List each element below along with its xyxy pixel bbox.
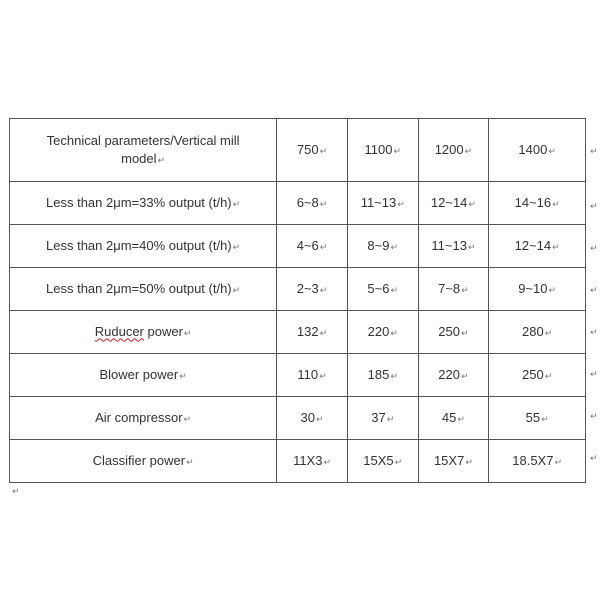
paragraph-mark: ↵: [390, 370, 398, 381]
paragraph-mark: ↵: [390, 284, 399, 295]
table-cell: [347, 440, 418, 483]
table-cell: [489, 268, 586, 311]
paragraph-mark: ↵: [319, 284, 328, 295]
row-label: [10, 354, 277, 397]
table-cell: [277, 354, 348, 397]
row-label: [10, 440, 277, 483]
cell-value: 9~10: [518, 280, 548, 296]
table-cell: [489, 354, 586, 397]
table-cell: [489, 311, 586, 354]
paragraph-mark: ↵: [554, 456, 562, 467]
table-row: [10, 182, 586, 225]
cell-value: 11X3: [293, 452, 323, 468]
table-cell: [489, 440, 586, 483]
paragraph-mark: ↵: [323, 456, 332, 467]
row-end-mark: ↵: [590, 285, 598, 295]
model-1400: 1400: [518, 141, 548, 157]
table-row: [10, 354, 586, 397]
header-model-cell: [347, 119, 418, 182]
table-row: [10, 268, 586, 311]
row-label: [10, 182, 277, 225]
table-cell: [418, 354, 489, 397]
paragraph-mark: ↵: [319, 370, 327, 381]
table-row: [10, 440, 586, 483]
paragraph-mark: ↵: [457, 413, 465, 424]
cell-value: 55: [525, 409, 541, 425]
paragraph-mark: ↵: [319, 145, 328, 156]
cell-value: 15X7: [433, 452, 465, 468]
table-header-row: [10, 119, 586, 182]
paragraph-mark: ↵: [390, 327, 398, 338]
cell-value: 185: [367, 366, 390, 382]
cell-value: 6~8: [296, 194, 319, 210]
paragraph-mark: ↵: [186, 456, 194, 467]
paragraph-mark: ↵: [319, 198, 328, 209]
table-cell: [418, 397, 489, 440]
row-end-mark: ↵: [590, 243, 598, 253]
paragraph-mark: ↵: [552, 241, 560, 252]
row-label-text: Less than 2μm=33% output (t/h): [46, 194, 232, 210]
table-cell: [489, 225, 586, 268]
paragraph-mark: ↵: [157, 154, 166, 165]
cell-value: 250: [438, 323, 460, 339]
row-label-text: Classifier power: [92, 452, 186, 468]
paragraph-mark: ↵: [467, 241, 476, 252]
paragraph-mark: ↵: [393, 145, 401, 156]
model-1200: 1200: [434, 141, 464, 157]
paragraph-mark: ↵: [461, 284, 469, 295]
cell-value: 14~16: [514, 194, 552, 210]
paragraph-mark: ↵: [468, 198, 476, 209]
row-label: [10, 311, 277, 354]
paragraph-mark: ↵: [232, 241, 241, 252]
paragraph-mark: ↵: [390, 241, 399, 252]
table-cell: [347, 354, 418, 397]
row-end-mark: ↵: [590, 327, 598, 337]
header-model-cell: [418, 119, 489, 182]
cell-value: 15X5: [363, 452, 394, 468]
cell-value: 12~14: [430, 194, 468, 210]
cell-value: 37: [371, 409, 386, 425]
cell-value: 220: [367, 323, 390, 339]
row-label-text: Less than 2μm=40% output (t/h): [46, 237, 232, 253]
header-model-cell: [489, 119, 586, 182]
paragraph-mark: ↵: [465, 456, 473, 467]
paragraph-mark: ↵: [548, 284, 557, 295]
paragraph-mark: ↵: [548, 145, 556, 156]
model-750: 750: [296, 141, 319, 157]
paragraph-mark: ↵: [319, 327, 328, 338]
paragraph-mark: ↵: [541, 413, 549, 424]
paragraph-mark: ↵: [183, 413, 192, 424]
row-label: [10, 225, 277, 268]
header-model-cell: [277, 119, 348, 182]
table-cell: [277, 440, 348, 483]
table-cell: [347, 311, 418, 354]
paragraph-mark: ↵: [461, 370, 469, 381]
cell-value: 110: [297, 366, 319, 382]
paragraph-mark: ↵: [397, 198, 405, 209]
table-row: [10, 311, 586, 354]
paragraph-mark: ↵: [544, 370, 553, 381]
row-label-text: Blower power: [99, 366, 179, 382]
table-cell: [489, 182, 586, 225]
paragraph-mark: ↵: [316, 413, 324, 424]
cell-value: 45: [441, 409, 457, 425]
cell-value: 7~8: [438, 280, 461, 296]
row-label-text: Less than 2μm=50% output (t/h): [46, 280, 232, 296]
paragraph-end-mark: ↵: [12, 486, 20, 496]
paragraph-mark: ↵: [552, 198, 560, 209]
paragraph-mark: ↵: [232, 198, 241, 209]
header-label-line2: model: [121, 150, 157, 166]
misspelled-word: Ruducer: [94, 323, 144, 339]
table-cell: [418, 225, 489, 268]
paragraph-mark: ↵: [232, 284, 241, 295]
cell-value: 11~13: [431, 237, 467, 253]
header-label-line1: Technical parameters/Vertical mill: [46, 132, 240, 148]
table-cell: [347, 182, 418, 225]
row-end-mark: ↵: [590, 369, 598, 379]
cell-value: 132: [296, 323, 319, 339]
cell-value: 2~3: [296, 280, 319, 296]
row-label: [10, 397, 277, 440]
cell-value: 8~9: [367, 237, 390, 253]
cell-value: 5~6: [367, 280, 390, 296]
cell-value: 280: [522, 323, 544, 339]
header-label-cell: [10, 119, 277, 182]
table-cell: [489, 397, 586, 440]
row-label: [10, 268, 277, 311]
cell-value: 250: [522, 366, 544, 382]
cell-value: 12~14: [514, 237, 552, 253]
table-cell: [277, 268, 348, 311]
paragraph-mark: ↵: [544, 327, 553, 338]
row-label-text: Air compressor: [95, 409, 183, 425]
paragraph-mark: ↵: [386, 413, 395, 424]
row-label-text: power: [143, 323, 183, 339]
table-cell: [418, 311, 489, 354]
paragraph-mark: ↵: [183, 327, 192, 338]
table-cell: [347, 225, 418, 268]
row-end-mark: ↵: [590, 201, 598, 211]
table-cell: [347, 397, 418, 440]
table-cell: [418, 440, 489, 483]
row-end-mark: ↵: [590, 453, 598, 463]
table-row: [10, 225, 586, 268]
table-cell: [418, 268, 489, 311]
cell-value: 30: [300, 409, 315, 425]
paragraph-mark: ↵: [461, 327, 469, 338]
table-cell: [277, 225, 348, 268]
row-end-mark: ↵: [590, 146, 598, 156]
paragraph-mark: ↵: [179, 370, 187, 381]
model-1100: 1100: [364, 141, 393, 157]
table-cell: [418, 182, 489, 225]
row-end-mark: ↵: [590, 411, 598, 421]
paragraph-mark: ↵: [319, 241, 328, 252]
cell-value: 4~6: [296, 237, 319, 253]
table-cell: [277, 182, 348, 225]
table-cell: [277, 397, 348, 440]
table-cell: [347, 268, 418, 311]
table-cell: [277, 311, 348, 354]
paragraph-mark: ↵: [394, 456, 403, 467]
table-row: [10, 397, 586, 440]
cell-value: 18.5X7: [512, 452, 554, 468]
paragraph-mark: ↵: [464, 145, 473, 156]
spec-table: [9, 118, 586, 483]
cell-value: 220: [438, 366, 460, 382]
cell-value: 11~13: [360, 194, 397, 210]
